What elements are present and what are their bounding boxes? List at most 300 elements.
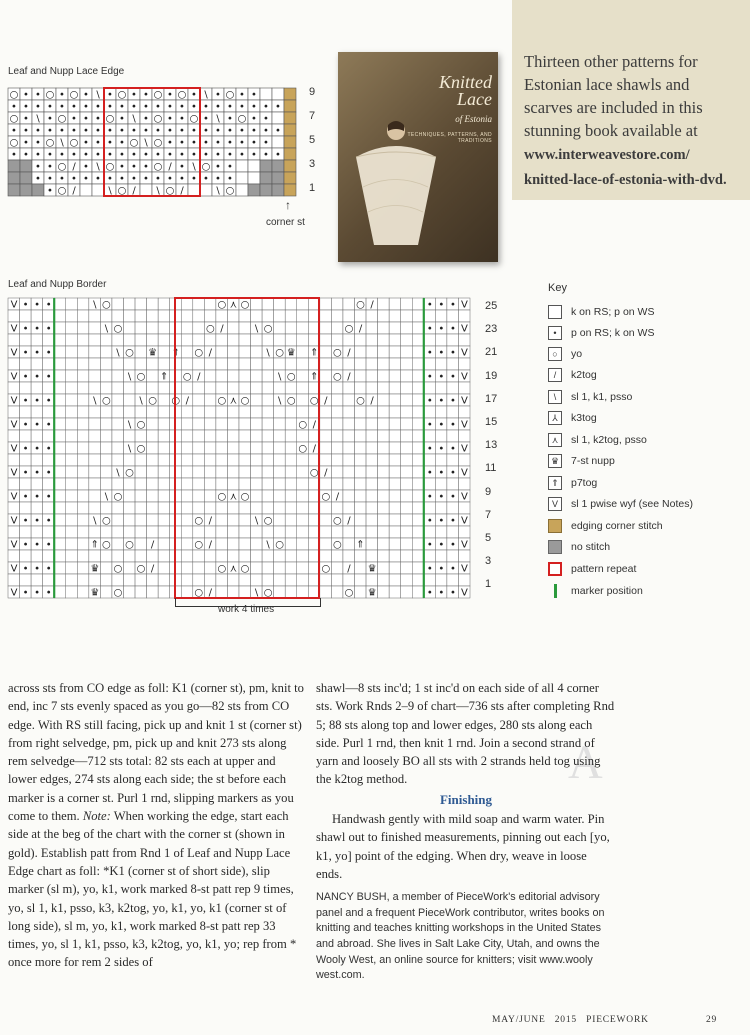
chart2-cell bbox=[8, 454, 20, 466]
chart2-cell bbox=[401, 334, 413, 346]
chart-symbol: ○ bbox=[153, 161, 163, 173]
chart2-cell bbox=[135, 298, 147, 310]
chart2-cell bbox=[435, 502, 447, 514]
chart2-cell bbox=[239, 466, 251, 478]
chart2-cell bbox=[274, 418, 286, 430]
chart2-cell bbox=[389, 490, 401, 502]
chart2-cell bbox=[262, 358, 274, 370]
chart2-cell bbox=[43, 382, 55, 394]
chart-symbol: • bbox=[34, 491, 41, 503]
chart2-cell bbox=[331, 574, 343, 586]
chart-symbol: ○ bbox=[165, 185, 175, 197]
footer-magazine: PIECEWORK bbox=[586, 1015, 649, 1025]
chart2-cell bbox=[285, 586, 297, 598]
chart2-cell bbox=[227, 586, 239, 598]
chart-symbol: / bbox=[180, 185, 184, 197]
chart2-cell bbox=[181, 406, 193, 418]
chart-symbol: • bbox=[438, 395, 445, 407]
chart-symbol: / bbox=[150, 539, 155, 551]
chart-symbol: \ bbox=[144, 137, 148, 149]
chart2-cell bbox=[204, 358, 216, 370]
chart-symbol: V bbox=[461, 515, 468, 527]
chart2-cell bbox=[412, 514, 424, 526]
chart-symbol: ○ bbox=[9, 113, 19, 125]
chart2-cell bbox=[401, 394, 413, 406]
chart2-cell bbox=[435, 430, 447, 442]
chart-symbol: ○ bbox=[57, 113, 67, 125]
chart2-cell bbox=[239, 430, 251, 442]
chart-symbol: • bbox=[251, 101, 257, 113]
chart-symbol: • bbox=[34, 371, 41, 383]
chart2-cell bbox=[89, 310, 101, 322]
chart-symbol: ○ bbox=[45, 89, 55, 101]
chart-symbol: • bbox=[449, 347, 456, 359]
chart2-cell bbox=[100, 502, 112, 514]
chart2-cell bbox=[77, 370, 89, 382]
chart2-cell bbox=[158, 514, 170, 526]
chart2-cell bbox=[378, 514, 390, 526]
chart-symbol: \ bbox=[266, 347, 270, 359]
chart-symbol: ○ bbox=[102, 299, 111, 311]
chart2-cell bbox=[378, 382, 390, 394]
chart2-cell bbox=[77, 334, 89, 346]
chart2-cell bbox=[216, 514, 228, 526]
chart2-cell bbox=[77, 574, 89, 586]
chart-symbol: • bbox=[35, 149, 41, 161]
chart2-cell bbox=[274, 406, 286, 418]
chart-symbol: • bbox=[59, 173, 65, 185]
chart2-cell bbox=[355, 310, 367, 322]
chart-symbol: \ bbox=[139, 395, 143, 407]
chart2-cell bbox=[31, 502, 43, 514]
chart2-cell bbox=[147, 490, 159, 502]
chart2-cell bbox=[112, 442, 124, 454]
chart-symbol: • bbox=[119, 173, 125, 185]
chart2-cell bbox=[43, 526, 55, 538]
chart2-cell bbox=[43, 502, 55, 514]
chart-symbol: ○ bbox=[321, 491, 331, 503]
chart-symbol: \ bbox=[116, 347, 120, 359]
chart2-row-label: 7 bbox=[485, 509, 492, 521]
chart-symbol: ○ bbox=[275, 539, 285, 551]
chart2-cell bbox=[435, 334, 447, 346]
chart-symbol: • bbox=[119, 137, 125, 149]
chart-symbol: ○ bbox=[117, 185, 127, 197]
chart2-cell bbox=[251, 310, 263, 322]
chart2-cell bbox=[320, 298, 332, 310]
chart-symbol: ○ bbox=[125, 539, 134, 551]
chart2-cell bbox=[158, 394, 170, 406]
chart2-cell bbox=[54, 490, 66, 502]
chart2-cell bbox=[43, 478, 55, 490]
chart2-cell bbox=[66, 442, 78, 454]
chart-symbol: / bbox=[347, 563, 351, 575]
chart-symbol: V bbox=[10, 491, 18, 503]
chart2-cell bbox=[193, 334, 205, 346]
chart2-cell bbox=[251, 382, 263, 394]
chart-symbol: \ bbox=[104, 491, 109, 503]
chart-symbol: ⋏ bbox=[229, 491, 238, 503]
chart-symbol: / bbox=[370, 395, 374, 407]
chart2-cell bbox=[412, 478, 424, 490]
chart2-cell bbox=[412, 574, 424, 586]
chart-symbol: ♛ bbox=[367, 563, 377, 575]
chart2-cell bbox=[77, 346, 89, 358]
chart2-cell bbox=[216, 406, 228, 418]
chart2-cell bbox=[181, 490, 193, 502]
chart2-cell bbox=[158, 322, 170, 334]
chart2-cell bbox=[251, 478, 263, 490]
ssk-symbol-icon: \ bbox=[548, 390, 562, 404]
chart-symbol: • bbox=[22, 419, 29, 431]
chart2-cell bbox=[285, 538, 297, 550]
chart1-row-label: 5 bbox=[309, 134, 316, 146]
chart2-row-label: 11 bbox=[485, 462, 497, 474]
chart-symbol: ○ bbox=[217, 563, 227, 575]
chart-symbol: V bbox=[461, 323, 468, 335]
chart-symbol: • bbox=[47, 185, 53, 197]
key-label: p on RS; k on WS bbox=[571, 327, 655, 339]
chart2-cell bbox=[31, 334, 43, 346]
chart2-cell bbox=[147, 382, 159, 394]
chart2-cell bbox=[435, 478, 447, 490]
chart2-cell bbox=[204, 382, 216, 394]
chart2-cell bbox=[389, 430, 401, 442]
chart2-cell bbox=[77, 310, 89, 322]
chart2-cell bbox=[158, 442, 170, 454]
chart2-cell bbox=[135, 454, 147, 466]
chart2-cell bbox=[66, 406, 78, 418]
chart2-cell bbox=[389, 526, 401, 538]
chart2-cell bbox=[401, 466, 413, 478]
chart2-cell bbox=[458, 382, 470, 394]
chart-symbol: • bbox=[143, 149, 149, 161]
chart-symbol: / bbox=[208, 347, 213, 359]
chart2-cell bbox=[297, 562, 309, 574]
key-item bbox=[548, 561, 636, 577]
chart-symbol: ○ bbox=[136, 371, 146, 383]
key-label: k2tog bbox=[571, 369, 597, 381]
chart-symbol: • bbox=[179, 161, 185, 173]
chart-symbol: • bbox=[438, 443, 445, 455]
chart2-cell bbox=[124, 550, 136, 562]
chart2-cell bbox=[227, 478, 239, 490]
chart-symbol: ○ bbox=[344, 587, 354, 599]
chart2-cell bbox=[285, 466, 297, 478]
chart2-cell bbox=[297, 382, 309, 394]
chart2-cell bbox=[262, 574, 274, 586]
chart-symbol: • bbox=[71, 101, 77, 113]
chart-symbol: ○ bbox=[263, 587, 273, 599]
chart-symbol: ○ bbox=[205, 323, 215, 335]
chart2-cell bbox=[447, 406, 459, 418]
key-item bbox=[548, 496, 693, 512]
chart2-cell bbox=[193, 466, 205, 478]
chart2-cell bbox=[158, 454, 170, 466]
chart2-cell bbox=[389, 394, 401, 406]
k3tog-symbol-icon: ⅄ bbox=[548, 411, 562, 425]
promo-link-1[interactable]: www.interweavestore.com/ bbox=[524, 147, 690, 163]
chart-symbol: • bbox=[449, 323, 456, 335]
chart2-cell bbox=[435, 550, 447, 562]
chart-symbol: \ bbox=[108, 185, 112, 197]
chart2-cell bbox=[227, 430, 239, 442]
chart-symbol: V bbox=[10, 467, 18, 479]
chart2-cell bbox=[412, 454, 424, 466]
chart2-cell bbox=[239, 586, 251, 598]
chart2-cell bbox=[297, 550, 309, 562]
chart2-cell bbox=[331, 310, 343, 322]
chart-symbol: • bbox=[227, 149, 233, 161]
chart2-cell bbox=[124, 430, 136, 442]
key-label: k3tog bbox=[571, 412, 597, 424]
key-label: 7-st nupp bbox=[571, 455, 615, 467]
chart2-cell bbox=[66, 478, 78, 490]
key-item bbox=[548, 583, 643, 599]
chart2-cell bbox=[251, 562, 263, 574]
chart2-cell bbox=[331, 430, 343, 442]
chart-symbol: ○ bbox=[333, 515, 342, 527]
chart2-cell bbox=[285, 562, 297, 574]
chart2-cell bbox=[458, 574, 470, 586]
chart-symbol: \ bbox=[93, 515, 97, 527]
chart-symbol: • bbox=[426, 299, 433, 311]
chart-symbol: • bbox=[215, 173, 221, 185]
promo-link-2[interactable]: knitted-lace-of-estonia-with-dvd. bbox=[524, 172, 727, 188]
chart2-cell bbox=[216, 382, 228, 394]
chart-symbol: • bbox=[179, 173, 185, 185]
chart2-cell bbox=[66, 550, 78, 562]
chart-symbol: ○ bbox=[102, 539, 111, 551]
chart2-cell bbox=[412, 418, 424, 430]
chart2-cell bbox=[112, 514, 124, 526]
key-item bbox=[548, 475, 597, 491]
chart-symbol: • bbox=[107, 125, 113, 137]
chart2-cell bbox=[227, 526, 239, 538]
chart2-cell bbox=[447, 454, 459, 466]
chart2-cell bbox=[355, 502, 367, 514]
chart-symbol: • bbox=[83, 113, 89, 125]
chart-symbol: V bbox=[461, 419, 468, 431]
chart2-cell bbox=[181, 382, 193, 394]
chart2-cell bbox=[378, 550, 390, 562]
chart2-cell bbox=[112, 298, 124, 310]
chart2-cell bbox=[285, 382, 297, 394]
chart-symbol: • bbox=[34, 539, 41, 551]
chart2-cell bbox=[378, 478, 390, 490]
chart2-cell bbox=[158, 526, 170, 538]
chart2-cell bbox=[412, 322, 424, 334]
chart2-cell bbox=[389, 502, 401, 514]
chart-symbol: • bbox=[22, 323, 29, 335]
chart2-cell bbox=[20, 526, 32, 538]
chart2-cell bbox=[20, 334, 32, 346]
chart-symbol: • bbox=[23, 101, 29, 113]
chart2-cell bbox=[8, 526, 20, 538]
chart2-cell bbox=[20, 574, 32, 586]
chart2-cell bbox=[20, 382, 32, 394]
chart-symbol: • bbox=[191, 89, 197, 101]
chart-symbol: V bbox=[461, 467, 468, 479]
chart-symbol: • bbox=[227, 101, 233, 113]
chart2-cell bbox=[227, 358, 239, 370]
chart2-cell bbox=[124, 586, 136, 598]
chart-symbol: ○ bbox=[240, 395, 250, 407]
chart2-cell bbox=[135, 334, 147, 346]
chart2-cell bbox=[158, 406, 170, 418]
chart2-cell bbox=[401, 502, 413, 514]
chart-symbol: • bbox=[119, 101, 125, 113]
chart-symbol: • bbox=[143, 173, 149, 185]
nupp-symbol-icon: ♛ bbox=[548, 454, 562, 468]
chart2-cell bbox=[412, 442, 424, 454]
chart2-cell bbox=[355, 574, 367, 586]
chart2-cell bbox=[285, 430, 297, 442]
chart2-cell bbox=[251, 346, 263, 358]
chart2-cell bbox=[239, 550, 251, 562]
chart-symbol: ♛ bbox=[90, 563, 100, 575]
promo-text bbox=[524, 50, 739, 192]
chart-symbol: • bbox=[34, 299, 41, 311]
chart-symbol: • bbox=[11, 101, 17, 113]
chart-symbol: ○ bbox=[105, 161, 115, 173]
chart-symbol: • bbox=[131, 125, 137, 137]
chart2-cell bbox=[366, 514, 378, 526]
chart-symbol: • bbox=[227, 125, 233, 137]
chart2-cell bbox=[297, 334, 309, 346]
chart-symbol: \ bbox=[266, 539, 270, 551]
chart-symbol: • bbox=[34, 467, 41, 479]
chart-symbol: ○ bbox=[153, 113, 163, 125]
chart-symbol: • bbox=[22, 299, 29, 311]
chart-symbol: \ bbox=[192, 161, 196, 173]
chart-symbol: ○ bbox=[240, 563, 250, 575]
chart2-cell bbox=[401, 574, 413, 586]
chart1-title: Leaf and Nupp Lace Edge bbox=[8, 66, 125, 77]
chart2-cell bbox=[181, 502, 193, 514]
chart2-cell bbox=[320, 538, 332, 550]
chart-symbol: \ bbox=[156, 185, 160, 197]
chart2-cell bbox=[355, 562, 367, 574]
chart-symbol: • bbox=[155, 101, 161, 113]
chart-symbol: / bbox=[168, 161, 172, 173]
chart2-cell bbox=[43, 574, 55, 586]
chart-symbol: • bbox=[34, 347, 41, 359]
chart-symbol: • bbox=[95, 149, 101, 161]
chart2-cell bbox=[31, 454, 43, 466]
chart2-cell bbox=[66, 586, 78, 598]
chart-symbol: V bbox=[10, 323, 18, 335]
chart2-cell bbox=[66, 430, 78, 442]
chart2-cell bbox=[158, 310, 170, 322]
chart2-row-label: 21 bbox=[485, 346, 498, 358]
chart2-cell bbox=[274, 514, 286, 526]
chart-symbol: V bbox=[10, 395, 18, 407]
chart-symbol: ○ bbox=[201, 161, 211, 173]
chart2-cell bbox=[262, 418, 274, 430]
chart-symbol: • bbox=[449, 515, 456, 527]
chart-symbol: • bbox=[263, 137, 269, 149]
chart2-cell bbox=[412, 526, 424, 538]
key-item bbox=[548, 325, 654, 341]
chart2-cell bbox=[66, 418, 78, 430]
chart2-cell bbox=[285, 406, 297, 418]
chart2-cell bbox=[31, 406, 43, 418]
chart2-cell bbox=[458, 406, 470, 418]
chart2-cell bbox=[100, 406, 112, 418]
chart2-cell bbox=[297, 298, 309, 310]
chart-symbol: ○ bbox=[182, 371, 192, 383]
chart2-cell bbox=[458, 550, 470, 562]
chart-symbol: • bbox=[251, 125, 257, 137]
chart2-cell bbox=[43, 430, 55, 442]
chart2-cell bbox=[216, 370, 228, 382]
chart2-cell bbox=[216, 466, 228, 478]
chart-symbol: / bbox=[208, 515, 213, 527]
chart2-cell bbox=[331, 478, 343, 490]
chart2-cell bbox=[89, 502, 101, 514]
chart2-cell bbox=[378, 526, 390, 538]
chart2-cell bbox=[366, 574, 378, 586]
key-label: sl 1, k1, psso bbox=[571, 391, 633, 403]
chart2-cell bbox=[135, 346, 147, 358]
work-4-times-label: work 4 times bbox=[218, 604, 275, 615]
chart2-cell bbox=[216, 526, 228, 538]
chart-symbol: ○ bbox=[69, 89, 79, 101]
chart2-cell bbox=[239, 322, 251, 334]
chart2-cell bbox=[320, 454, 332, 466]
chart-symbol: ○ bbox=[136, 563, 146, 575]
chart-symbol: • bbox=[11, 125, 17, 137]
chart2-cell bbox=[401, 550, 413, 562]
chart2-cell bbox=[66, 562, 78, 574]
chart2-cell bbox=[331, 562, 343, 574]
chart-symbol: ⋏ bbox=[229, 299, 238, 311]
chart2-cell bbox=[100, 334, 112, 346]
chart2-cell bbox=[66, 526, 78, 538]
chart-symbol: ○ bbox=[125, 467, 134, 479]
chart2-cell bbox=[297, 430, 309, 442]
chart2-cell bbox=[366, 442, 378, 454]
chart-symbol: / bbox=[335, 491, 340, 503]
chart2-cell bbox=[262, 478, 274, 490]
marker-swatch-icon bbox=[548, 584, 562, 598]
chart2-cell bbox=[100, 382, 112, 394]
chart2-cell bbox=[389, 538, 401, 550]
chart-symbol: • bbox=[263, 113, 269, 125]
chart-symbol: • bbox=[35, 161, 41, 173]
chart2-cell bbox=[89, 526, 101, 538]
chart2-cell bbox=[54, 298, 66, 310]
chart2-cell bbox=[227, 334, 239, 346]
chart2-cell bbox=[274, 454, 286, 466]
chart-symbol: ○ bbox=[217, 491, 227, 503]
chart2-cell bbox=[412, 430, 424, 442]
chart-symbol: • bbox=[426, 371, 433, 383]
chart-symbol: • bbox=[95, 125, 101, 137]
chart-symbol: ○ bbox=[240, 491, 250, 503]
chart2-cell bbox=[424, 406, 436, 418]
chart2-cell bbox=[378, 334, 390, 346]
chart2-cell bbox=[412, 346, 424, 358]
chart-symbol: • bbox=[263, 149, 269, 161]
chart-symbol: • bbox=[22, 515, 29, 527]
chart2-cell bbox=[158, 490, 170, 502]
chart-symbol: • bbox=[227, 137, 233, 149]
chart-symbol: ♛ bbox=[148, 347, 158, 359]
chart2-cell bbox=[216, 454, 228, 466]
chart2-cell bbox=[366, 382, 378, 394]
